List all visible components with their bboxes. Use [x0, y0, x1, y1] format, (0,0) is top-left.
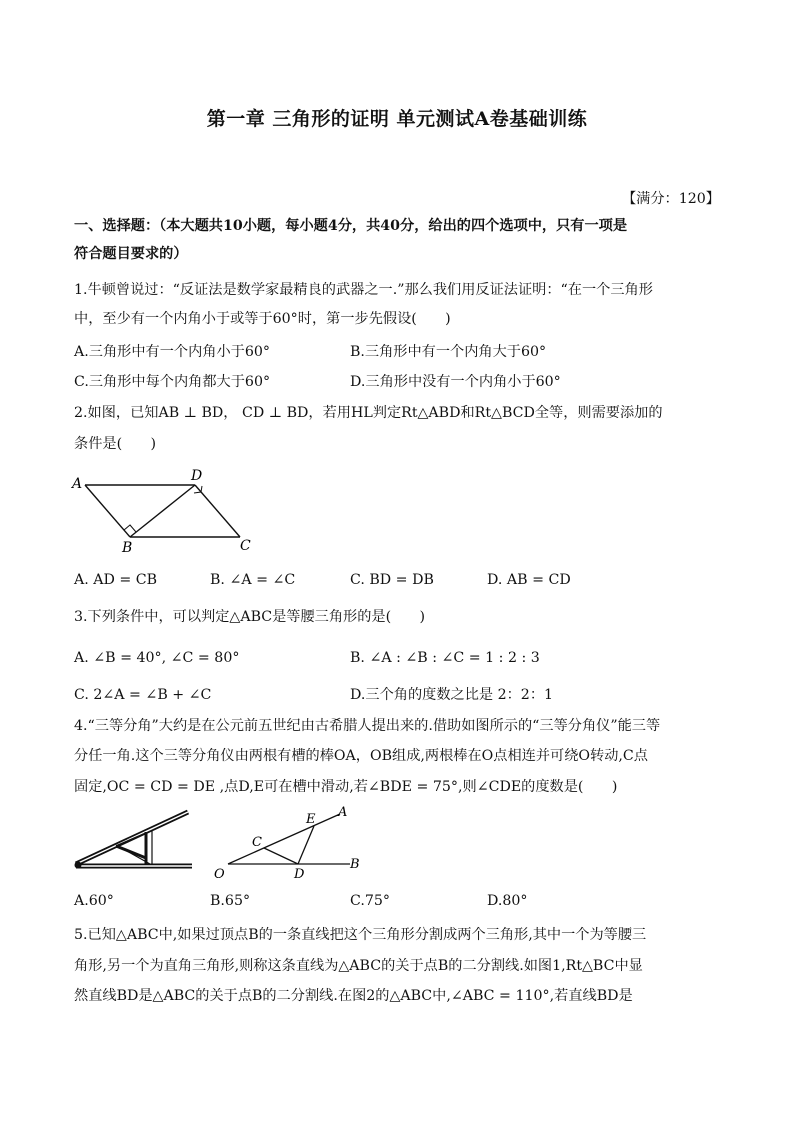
section1-heading-line2: 符合题目要求的）	[74, 246, 188, 262]
q4-label-b: B	[350, 857, 360, 872]
q2-segment-ab	[85, 485, 130, 537]
q4-ray-oa	[228, 814, 340, 864]
q3-option-d: D.三个角的度数之比是 2：2：1	[350, 687, 554, 703]
q4-option-a: A.60°	[74, 893, 114, 909]
q2-option-d: D. AB = CD	[487, 572, 571, 588]
q2-label-b: B	[122, 540, 133, 556]
q4-trisector-device-illustration	[70, 806, 200, 880]
q2-line1: 2.如图，已知AB ⊥ BD， CD ⊥ BD，若用HL判定Rt△ABD和Rt△BCD全等，则需要添加的	[74, 405, 663, 421]
q4-label-a: A	[338, 806, 348, 820]
q4-label-o: O	[214, 867, 225, 880]
q1-option-c: C.三角形中每个内角都大于60°	[74, 374, 271, 390]
q5-line1: 5.已知△ABC中,如果过顶点B的一条直线把这个三角形分割成两个三角形,其中一个为等腰三	[74, 927, 647, 943]
q4-option-b: B.65°	[210, 893, 251, 909]
q1-line1: 1.牛顿曾说过：“反证法是数学家最精良的武器之一.”那么我们用反证法证明：“在一个三角形	[74, 282, 653, 298]
q2-figure-parallelogram	[66, 466, 266, 558]
q1-option-b: B.三角形中有一个内角大于60°	[350, 344, 547, 360]
q4-figure-trisection	[210, 806, 370, 880]
q4-option-c: C.75°	[350, 893, 391, 909]
q3-line1: 3.下列条件中，可以判定△ABC是等腰三角形的是( )	[74, 609, 426, 625]
q4-label-c: C	[252, 835, 262, 850]
q3-option-a: A. ∠B = 40°, ∠C = 80°	[74, 650, 240, 666]
q2-option-b: B. ∠A = ∠C	[210, 572, 296, 588]
q4-line2: 分任一角.这个三等分角仪由两根有槽的棒OA，OB组成,两根棒在O点相连并可绕O转动,C点	[74, 748, 648, 764]
q3-option-b: B. ∠A : ∠B : ∠C = 1 : 2 : 3	[350, 650, 540, 666]
q1-line2: 中，至少有一个内角小于或等于60°时，第一步先假设( )	[74, 311, 451, 327]
q4-line1: 4.“三等分角”大约是在公元前五世纪由古希腊人提出来的.借助如图所示的“三等分角仪”能三等	[74, 718, 661, 734]
full-score: 【满分：120】	[621, 191, 720, 207]
q2-segment-dc	[195, 485, 240, 537]
q2-option-c: C. BD = DB	[350, 572, 434, 588]
q2-label-d: D	[191, 468, 203, 484]
q4-segment-cd	[264, 848, 298, 864]
q4-option-d: D.80°	[487, 893, 528, 909]
q5-line3: 然直线BD是△ABC的关于点B的二分割线.在图2的△ABC中,∠ABC = 110°,若直线BD是	[74, 988, 633, 1004]
q2-label-a: A	[72, 476, 83, 492]
page-title: 第一章 三角形的证明 单元测试A卷基础训练	[206, 108, 588, 130]
q2-right-angle-b	[124, 525, 136, 532]
q3-option-c: C. 2∠A = ∠B + ∠C	[74, 687, 212, 703]
q4-label-e: E	[306, 812, 316, 827]
q4-label-d: D	[294, 867, 305, 880]
q5-line2: 角形,另一个为直角三角形,则称这条直线为△ABC的关于点B的二分割线.如图1,Rt△BC中显	[74, 958, 643, 974]
q1-option-d: D.三角形中没有一个内角小于60°	[350, 374, 561, 390]
q4-line3: 固定,OC = CD = DE ,点D,E可在槽中滑动,若∠BDE = 75°,则∠CDE的度数是( )	[74, 779, 618, 795]
q2-option-a: A. AD = CB	[74, 572, 158, 588]
q2-label-c: C	[240, 538, 251, 554]
section1-heading-line1: 一、选择题：（本大题共10小题，每小题4分，共40分，给出的四个选项中，只有一项是	[74, 218, 628, 234]
q2-line2: 条件是( )	[74, 436, 157, 452]
q2-segment-bd	[130, 485, 195, 537]
q1-option-a: A.三角形中有一个内角小于60°	[74, 344, 270, 360]
